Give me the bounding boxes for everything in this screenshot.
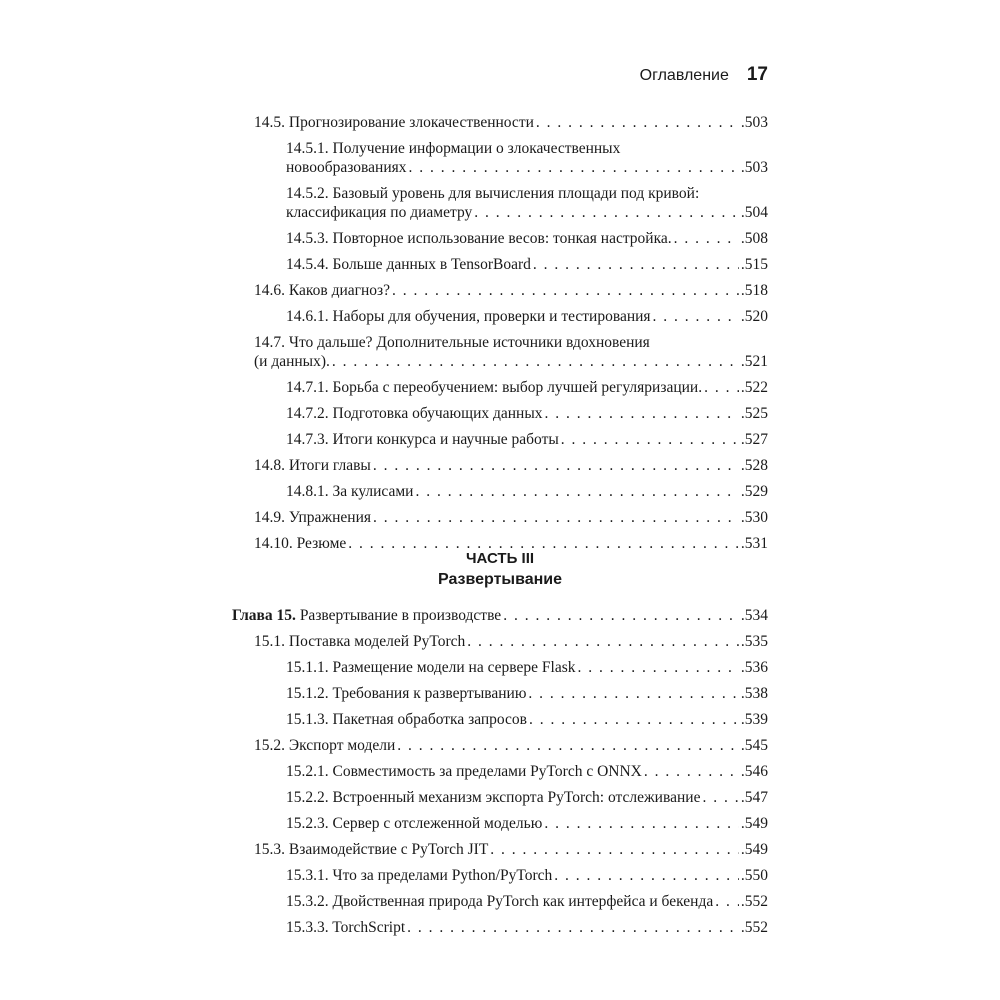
- dot-leader: [702, 788, 738, 807]
- toc-page-number: .520: [740, 308, 768, 325]
- toc-entry-title: [254, 352, 330, 371]
- toc-entry: [232, 658, 768, 677]
- toc-entry: [232, 404, 768, 423]
- dot-leader: [373, 456, 739, 475]
- toc-entry-text: 14.6.1. Наборы для обучения, проверки и тестирования: [286, 308, 651, 325]
- toc-list-chapter-14: [232, 113, 768, 560]
- toc-entry-title: [286, 658, 575, 677]
- toc-entry-text: 15.1.3. Пакетная обработка запросов: [286, 711, 527, 728]
- toc-entry: [232, 710, 768, 729]
- toc-entry: [232, 892, 768, 911]
- toc-page-number: .546: [740, 763, 768, 780]
- toc-entry: [232, 684, 768, 703]
- dot-leader: [397, 736, 739, 755]
- toc-page-number: .503: [740, 114, 768, 131]
- toc-entry-title: [286, 482, 413, 501]
- toc-entry-text: 14.7.3. Итоги конкурса и научные работы: [286, 431, 559, 448]
- toc-entry: [232, 281, 768, 300]
- toc-entry-title: [286, 229, 672, 248]
- toc-page-number: .552: [740, 919, 768, 936]
- toc-page-number: .534: [740, 607, 768, 624]
- toc-entry-title: [286, 918, 405, 937]
- toc-entry-title: [286, 866, 552, 885]
- toc-entry-text: 14.9. Упражнения: [254, 509, 372, 526]
- toc-entry: [232, 184, 768, 222]
- dot-leader: [715, 892, 739, 911]
- toc-page-number: .503: [740, 159, 768, 176]
- toc-entry: [232, 229, 768, 248]
- toc-entry-text: 14.6. Каков диагноз?: [254, 282, 391, 299]
- part-heading: [0, 549, 1000, 590]
- toc-page-number: .518: [740, 282, 768, 299]
- page-number: 17: [746, 64, 768, 85]
- toc-entry: [232, 840, 768, 859]
- toc-entry: [232, 762, 768, 781]
- dot-leader: [474, 203, 739, 222]
- toc-entry-text: 14.7.2. Подготовка обучающих данных: [286, 405, 543, 422]
- toc-entry-text: 14.5.4. Больше данных в TensorBoard: [286, 256, 531, 273]
- toc-entry-text: 15.2.2. Встроенный механизм экспорта PyTorch: отслеживание: [286, 789, 701, 806]
- dot-leader: [392, 281, 739, 300]
- toc-page-number: .529: [740, 483, 768, 500]
- toc-entry: [232, 632, 768, 651]
- toc-entry: [232, 255, 768, 274]
- dot-leader: [407, 918, 739, 937]
- toc-page-number: .538: [740, 685, 768, 702]
- toc-page-number: .530: [740, 509, 768, 526]
- toc-entry: [232, 606, 768, 625]
- toc-list-chapter-15: [232, 606, 768, 944]
- toc-entry-title: [286, 404, 543, 423]
- toc-entry-title: [286, 762, 642, 781]
- dot-leader: [503, 606, 739, 625]
- dot-leader: [554, 866, 739, 885]
- toc-page-number: .549: [740, 841, 768, 858]
- toc-entry-title: [254, 508, 371, 527]
- toc-entry-title: [254, 456, 371, 475]
- dot-leader: [545, 404, 739, 423]
- toc-entry-title-line1: 14.7. Что дальше? Дополнительные источники вдохновения: [254, 334, 650, 351]
- toc-entry-title: [286, 203, 472, 222]
- toc-entry-text: 14.5.3. Повторное использование весов: тонкая настройка.: [286, 230, 672, 247]
- toc-page-number: .549: [740, 815, 768, 832]
- toc-entry: [232, 736, 768, 755]
- dot-leader: [704, 378, 739, 397]
- dot-leader: [644, 762, 739, 781]
- toc-entry-text: (и данных).: [254, 353, 330, 370]
- toc-entry: [232, 113, 768, 132]
- toc-entry-title: [286, 814, 542, 833]
- dot-leader: [373, 508, 739, 527]
- toc-entry-title: [286, 892, 713, 911]
- toc-entry-text: 15.2. Экспорт модели: [254, 737, 396, 754]
- toc-page-number: .522: [740, 379, 768, 396]
- part-label: ЧАСТЬ III: [465, 550, 535, 567]
- toc-entry-title: [232, 606, 501, 625]
- dot-leader: [536, 113, 739, 132]
- toc-entry-text: 15.3. Взаимодействие с PyTorch JIT: [254, 841, 489, 858]
- toc-page-number: .547: [740, 789, 768, 806]
- toc-page-number: .550: [740, 867, 768, 884]
- chapter-prefix: Глава 15.: [232, 607, 296, 624]
- toc-entry: [232, 333, 768, 371]
- toc-page-number: .515: [740, 256, 768, 273]
- toc-entry-title: [254, 736, 395, 755]
- toc-entry-text: 14.5. Прогнозирование злокачественности: [254, 114, 534, 131]
- toc-entry-title: [254, 840, 488, 859]
- toc-entry: [232, 788, 768, 807]
- toc-entry: [232, 814, 768, 833]
- toc-entry: [232, 378, 768, 397]
- toc-entry: [232, 482, 768, 501]
- toc-entry: [232, 307, 768, 326]
- toc-entry-text: 15.1.1. Размещение модели на сервере Flask: [286, 659, 576, 676]
- toc-entry-title-line1: 14.5.1. Получение информации о злокачественных: [286, 140, 621, 157]
- dot-leader: [561, 430, 739, 449]
- toc-entry-text: 15.2.3. Сервер с отслеженной моделью: [286, 815, 543, 832]
- toc-entry-text: 15.1.2. Требования к развертыванию: [286, 685, 527, 702]
- toc-entry-text: 14.8.1. За кулисами: [286, 483, 414, 500]
- toc-entry-title: [286, 307, 651, 326]
- toc-entry-title: [286, 158, 407, 177]
- toc-entry-title: [286, 255, 531, 274]
- toc-entry: [232, 508, 768, 527]
- toc-page-number: .521: [740, 353, 768, 370]
- toc-page-number: .531: [740, 535, 768, 552]
- toc-page-number: .508: [740, 230, 768, 247]
- dot-leader: [415, 482, 738, 501]
- toc-entry-text: 15.3.2. Двойственная природа PyTorch как интерфейса и бекенда: [286, 893, 714, 910]
- toc-entry: [232, 866, 768, 885]
- dot-leader: [533, 255, 739, 274]
- toc-entry-text: 15.3.3. TorchScript: [286, 919, 406, 936]
- toc-page-number: .545: [740, 737, 768, 754]
- toc-page-number: .504: [740, 204, 768, 221]
- dot-leader: [409, 158, 739, 177]
- toc-entry-title: [286, 378, 702, 397]
- toc-entry: [232, 139, 768, 177]
- toc-entry-text: 14.8. Итоги главы: [254, 457, 371, 474]
- running-head-section: Оглавление: [639, 67, 729, 84]
- toc-page-number: .539: [740, 711, 768, 728]
- toc-entry-text: 14.7.1. Борьба с переобучением: выбор лучшей регуляризации.: [286, 379, 703, 396]
- toc-page-number: .528: [740, 457, 768, 474]
- toc-entry-title: [286, 430, 559, 449]
- toc-entry-title: [254, 281, 390, 300]
- dot-leader: [490, 840, 739, 859]
- dot-leader: [528, 684, 738, 703]
- toc-entry-title-line1: 14.5.2. Базовый уровень для вычисления площади под кривой:: [286, 185, 700, 202]
- toc-entry-text: новообразованиях: [286, 159, 407, 176]
- toc-page-number: .536: [740, 659, 768, 676]
- dot-leader: [529, 710, 739, 729]
- toc-entry-text: 15.1. Поставка моделей PyTorch: [254, 633, 466, 650]
- toc-entry-title: [286, 710, 527, 729]
- dot-leader: [653, 307, 739, 326]
- toc-entry-title: [254, 113, 534, 132]
- toc-entry-text: Развертывание в производстве: [295, 607, 502, 624]
- toc-entry-text: классификация по диаметру: [286, 204, 473, 221]
- toc-entry-title: [254, 632, 465, 651]
- dot-leader: [577, 658, 738, 677]
- toc-page-number: .552: [740, 893, 768, 910]
- toc-entry-text: 14.10. Резюме: [254, 535, 347, 552]
- toc-entry: [232, 918, 768, 937]
- toc-entry-text: 15.2.1. Совместимость за пределами PyTorch с ONNX: [286, 763, 642, 780]
- dot-leader: [544, 814, 739, 833]
- toc-page-number: .535: [740, 633, 768, 650]
- running-head: [640, 64, 768, 86]
- toc-entry-title: [286, 684, 526, 703]
- toc-entry-title: [286, 788, 700, 807]
- dot-leader: [467, 632, 739, 651]
- toc-page-number: .527: [740, 431, 768, 448]
- part-title: Развертывание: [437, 571, 562, 588]
- dot-leader: [332, 352, 739, 371]
- toc-page-number: .525: [740, 405, 768, 422]
- toc-entry: [232, 430, 768, 449]
- dot-leader: [674, 229, 739, 248]
- toc-entry-text: 15.3.1. Что за пределами Python/PyTorch: [286, 867, 553, 884]
- toc-entry: [232, 456, 768, 475]
